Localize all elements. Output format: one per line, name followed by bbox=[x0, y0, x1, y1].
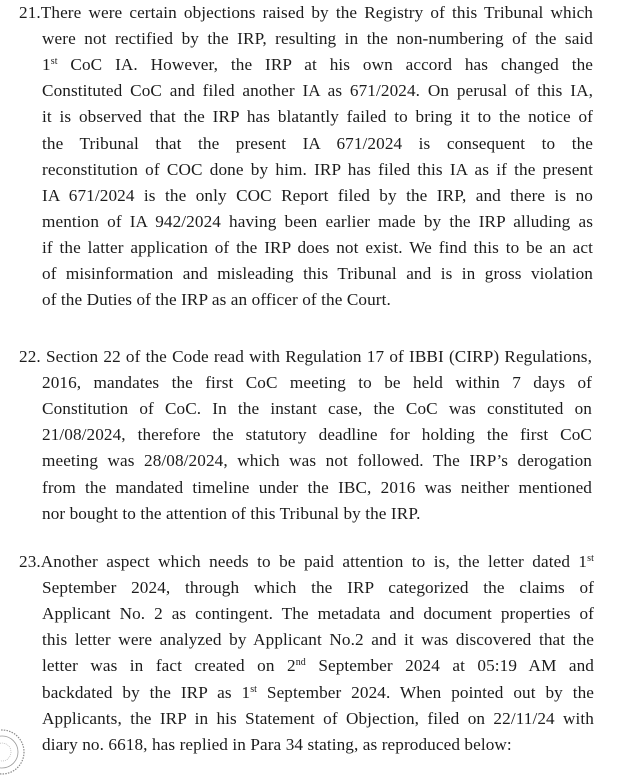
text-line: Constitution of CoC. In the instant case, the CoC was constituted on bbox=[42, 399, 592, 419]
ordinal-suffix: st bbox=[50, 56, 58, 68]
text-line: Applicants, the IRP in his Statement of Objection, filed on 22/11/24 with bbox=[42, 708, 594, 728]
line-text: September 2024 at 05:19 AM and bbox=[305, 656, 595, 676]
text-line: 21/08/2024, therefore the statutory deadline for holding the first CoC bbox=[42, 425, 592, 445]
text-line: the Tribunal that the present IA 671/2024 is consequent to the bbox=[42, 133, 593, 153]
text-line: it is observed that the IRP has blatantly failed to bring it to the notice of bbox=[42, 107, 593, 127]
text-line bbox=[42, 55, 593, 75]
text-line bbox=[42, 656, 594, 676]
ordinal-suffix: st bbox=[250, 683, 258, 695]
text-line: from the mandated timeline under the IBC, 2016 was neither mentioned bbox=[42, 477, 592, 497]
line-text: CoC IA. However, the IRP at his own accord has changed the bbox=[57, 55, 593, 75]
text-line: 21.There were certain objections raised by the Registry of this Tribunal which bbox=[19, 3, 593, 22]
text-line: meeting was 28/08/2024, which was not followed. The IRP’s derogation bbox=[42, 451, 592, 471]
line-text: backdated by the IRP as 1 bbox=[42, 682, 251, 702]
line-text: 23.Another aspect which needs to be paid attention to is, the letter dated 1 bbox=[19, 552, 588, 571]
court-seal-stamp bbox=[0, 728, 26, 776]
text-line: diary no. 6618, has replied in Para 34 stating, as reproduced below: bbox=[42, 734, 512, 754]
line-text: 1 bbox=[42, 55, 51, 75]
text-line: if the latter application of the IRP does not exist. We find this to be an act bbox=[42, 237, 593, 257]
text-line: Applicant No. 2 as contingent. The metadata and document properties of bbox=[42, 604, 594, 624]
text-line: reconstitution of COC done by him. IRP has filed this IA as if the present bbox=[42, 159, 593, 179]
text-line: IA 671/2024 is the only COC Report filed by the IRP, and there is no bbox=[42, 185, 593, 205]
text-line bbox=[19, 552, 594, 572]
text-line: of the Duties of the IRP as an officer of the Court. bbox=[42, 290, 391, 310]
text-line: Constituted CoC and filed another IA as 671/2024. On perusal of this IA, bbox=[42, 81, 593, 101]
text-line: September 2024, through which the IRP categorized the claims of bbox=[42, 578, 594, 598]
text-line bbox=[42, 683, 594, 703]
text-line: mention of IA 942/2024 having been earlier made by the IRP alluding as bbox=[42, 211, 593, 231]
text-line: were not rectified by the IRP, resulting in the non-numbering of the said bbox=[42, 29, 593, 49]
line-text: September 2024. When pointed out by the bbox=[257, 682, 594, 702]
text-line: nor bought to the attention of this Tribunal by the IRP. bbox=[42, 503, 421, 523]
ordinal-suffix: st bbox=[587, 553, 594, 564]
text-line: 22. Section 22 of the Code read with Regulation 17 of IBBI (CIRP) Regulations, bbox=[19, 347, 592, 366]
text-line: this letter were analyzed by Applicant No.2 and it was discovered that the bbox=[42, 630, 594, 650]
text-line: of misinformation and misleading this Tribunal and is in gross violation bbox=[42, 264, 593, 283]
ordinal-suffix: nd bbox=[295, 657, 306, 669]
line-text: letter was in fact created on 2 bbox=[42, 656, 296, 676]
text-line: 2016, mandates the first CoC meeting to be held within 7 days of bbox=[42, 373, 592, 393]
